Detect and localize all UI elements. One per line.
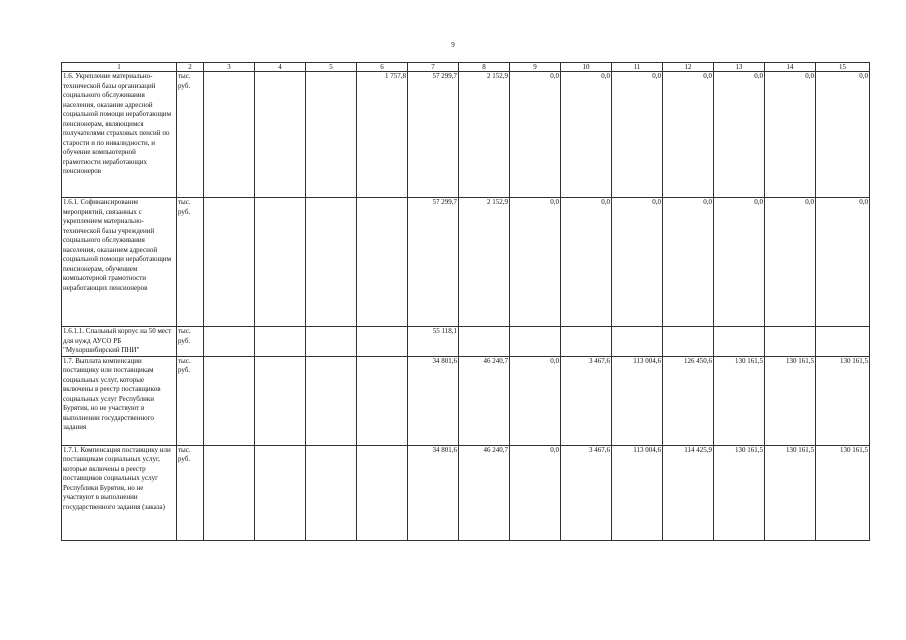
row-name-cell: 1.7. Выплата компенсации поставщику или поставщикам социальных услуг, которые включены в реестр поставщиков социальных услуг Республики Бурятия, но не участвуют в выполнении государственного задания (62, 356, 177, 445)
column-header: 8 (459, 63, 510, 72)
value-cell (459, 327, 510, 357)
value-cell: 113 004,6 (612, 445, 663, 540)
column-header: 6 (357, 63, 408, 72)
row-unit-cell: тыс. руб. (177, 356, 204, 445)
column-header: 11 (612, 63, 663, 72)
value-cell: 130 161,5 (765, 445, 816, 540)
value-cell: 130 161,5 (765, 356, 816, 445)
value-cell (357, 327, 408, 357)
value-cell: 0,0 (510, 356, 561, 445)
value-cell: 0,0 (816, 72, 870, 198)
value-cell: 126 450,6 (663, 356, 714, 445)
value-cell (306, 327, 357, 357)
column-header: 2 (177, 63, 204, 72)
value-cell (306, 198, 357, 327)
value-cell: 0,0 (510, 72, 561, 198)
value-cell (204, 356, 255, 445)
row-name-cell: 1.7.1. Компенсация поставщику или поставщикам социальных услуг, которые включены в реестр поставщиков социальных услуг Республики Бурятия, но не участвуют в выполнении государственного задания (заказа) (62, 445, 177, 540)
value-cell (255, 72, 306, 198)
column-header: 15 (816, 63, 870, 72)
row-unit-cell: тыс. руб. (177, 72, 204, 198)
value-cell: 114 425,9 (663, 445, 714, 540)
table-row (62, 72, 870, 198)
value-cell: 46 240,7 (459, 356, 510, 445)
value-cell: 0,0 (612, 198, 663, 327)
row-unit-cell: тыс. руб. (177, 445, 204, 540)
value-cell (255, 445, 306, 540)
column-header: 12 (663, 63, 714, 72)
value-cell: 34 801,6 (408, 356, 459, 445)
value-cell (255, 198, 306, 327)
value-cell (306, 356, 357, 445)
value-cell (561, 327, 612, 357)
value-cell: 3 467,6 (561, 356, 612, 445)
row-name-cell: 1.6. Укрепление материально-технической базы организаций социального обслуживания населения, оказание адресной социальной помощи неработающим пенсионерам, являющимся получателями страховых пенсий по старости и по инвалидности, и обучение компьютерной грамотности неработающих пенсионеров (62, 72, 177, 198)
value-cell: 0,0 (765, 198, 816, 327)
value-cell: 2 152,9 (459, 198, 510, 327)
page-number: 9 (451, 41, 455, 49)
table-row (62, 356, 870, 445)
value-cell: 0,0 (816, 198, 870, 327)
column-header: 10 (561, 63, 612, 72)
table-row (62, 327, 870, 357)
value-cell: 0,0 (561, 72, 612, 198)
value-cell: 113 004,6 (612, 356, 663, 445)
value-cell: 57 299,7 (408, 72, 459, 198)
column-header: 1 (62, 63, 177, 72)
value-cell (663, 327, 714, 357)
value-cell (306, 445, 357, 540)
table-row (62, 198, 870, 327)
value-cell (204, 72, 255, 198)
value-cell (204, 198, 255, 327)
header-row (62, 63, 870, 72)
value-cell: 3 467,6 (561, 445, 612, 540)
column-header: 9 (510, 63, 561, 72)
value-cell: 130 161,5 (714, 356, 765, 445)
value-cell (357, 445, 408, 540)
value-cell (612, 327, 663, 357)
column-header: 3 (204, 63, 255, 72)
value-cell (765, 327, 816, 357)
budget-table (61, 62, 870, 541)
value-cell: 1 757,8 (357, 72, 408, 198)
row-name-cell: 1.6.1. Софинансирование мероприятий, связанных с укреплением материально-технической базы учреждений социального обслуживания населения, оказанием адресной социальной помощи неработающим пенсионерам, обучением компьютерной грамотности неработающих пенсионеров (62, 198, 177, 327)
table-row (62, 445, 870, 540)
column-header: 13 (714, 63, 765, 72)
row-unit-cell: тыс. руб. (177, 327, 204, 357)
value-cell: 34 801,6 (408, 445, 459, 540)
value-cell (204, 445, 255, 540)
value-cell: 55 118,1 (408, 327, 459, 357)
value-cell (204, 327, 255, 357)
column-header: 5 (306, 63, 357, 72)
value-cell (255, 327, 306, 357)
value-cell: 0,0 (765, 72, 816, 198)
row-name-cell: 1.6.1.1. Спальный корпус на 50 мест для нужд АУСО РБ "Мухоршибирский ПНИ" (62, 327, 177, 357)
value-cell: 130 161,5 (816, 445, 870, 540)
value-cell: 46 240,7 (459, 445, 510, 540)
value-cell (255, 356, 306, 445)
value-cell: 130 161,5 (816, 356, 870, 445)
value-cell (714, 327, 765, 357)
column-header: 14 (765, 63, 816, 72)
table-body (62, 72, 870, 541)
row-unit-cell: тыс. руб. (177, 198, 204, 327)
value-cell: 0,0 (561, 198, 612, 327)
value-cell (357, 198, 408, 327)
value-cell: 0,0 (714, 72, 765, 198)
value-cell: 0,0 (510, 445, 561, 540)
column-header: 4 (255, 63, 306, 72)
value-cell: 0,0 (714, 198, 765, 327)
value-cell (306, 72, 357, 198)
value-cell: 57 299,7 (408, 198, 459, 327)
value-cell: 2 152,9 (459, 72, 510, 198)
column-header: 7 (408, 63, 459, 72)
value-cell (357, 356, 408, 445)
value-cell: 0,0 (663, 198, 714, 327)
value-cell: 0,0 (612, 72, 663, 198)
value-cell: 0,0 (663, 72, 714, 198)
value-cell (510, 327, 561, 357)
value-cell: 0,0 (510, 198, 561, 327)
value-cell: 130 161,5 (714, 445, 765, 540)
value-cell (816, 327, 870, 357)
